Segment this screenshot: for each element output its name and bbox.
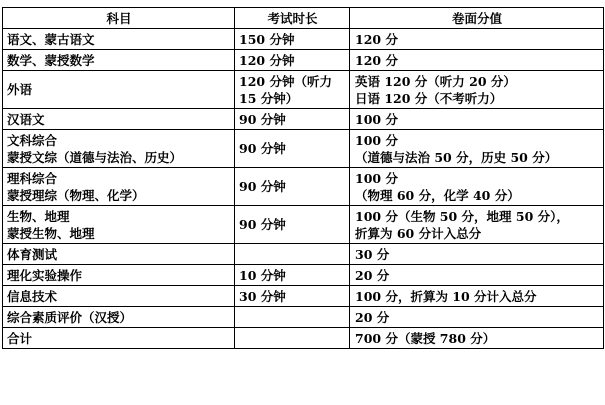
table-row bbox=[3, 265, 604, 286]
table-row bbox=[3, 307, 604, 328]
table-row bbox=[3, 50, 604, 71]
cell-duration: 90 分钟 bbox=[235, 206, 350, 244]
cell-subject: 数学、蒙授数学 bbox=[3, 50, 235, 71]
header-score: 卷面分值 bbox=[350, 8, 604, 29]
table-row bbox=[3, 328, 604, 349]
table-body bbox=[3, 29, 604, 349]
cell-duration: 120 分钟 bbox=[235, 50, 350, 71]
table-row bbox=[3, 286, 604, 307]
cell-duration: 10 分钟 bbox=[235, 265, 350, 286]
cell-score: 100 分 （物理 60 分，化学 40 分） bbox=[350, 168, 604, 206]
cell-subject: 文科综合 蒙授文综（道德与法治、历史） bbox=[3, 130, 235, 168]
cell-score: 100 分 bbox=[350, 109, 604, 130]
table-row bbox=[3, 109, 604, 130]
cell-subject: 体育测试 bbox=[3, 244, 235, 265]
table-row bbox=[3, 168, 604, 206]
cell-score: 700 分（蒙授 780 分） bbox=[350, 328, 604, 349]
cell-duration: 90 分钟 bbox=[235, 130, 350, 168]
table-row bbox=[3, 29, 604, 50]
cell-duration bbox=[235, 244, 350, 265]
cell-subject: 综合素质评价（汉授） bbox=[3, 307, 235, 328]
cell-score: 20 分 bbox=[350, 307, 604, 328]
cell-duration: 90 分钟 bbox=[235, 109, 350, 130]
table-row bbox=[3, 206, 604, 244]
cell-score: 100 分（生物 50 分，地理 50 分）， 折算为 60 分计入总分 bbox=[350, 206, 604, 244]
table-row bbox=[3, 71, 604, 109]
cell-subject: 语文、蒙古语文 bbox=[3, 29, 235, 50]
cell-score: 120 分 bbox=[350, 29, 604, 50]
cell-subject: 信息技术 bbox=[3, 286, 235, 307]
cell-subject: 合计 bbox=[3, 328, 235, 349]
cell-duration bbox=[235, 307, 350, 328]
table-row bbox=[3, 244, 604, 265]
cell-subject: 理科综合 蒙授理综（物理、化学） bbox=[3, 168, 235, 206]
header-subject: 科目 bbox=[3, 8, 235, 29]
cell-score: 英语 120 分（听力 20 分） 日语 120 分（不考听力） bbox=[350, 71, 604, 109]
cell-subject: 理化实验操作 bbox=[3, 265, 235, 286]
cell-duration: 90 分钟 bbox=[235, 168, 350, 206]
cell-score: 100 分，折算为 10 分计入总分 bbox=[350, 286, 604, 307]
cell-score: 120 分 bbox=[350, 50, 604, 71]
cell-duration: 120 分钟（听力 15 分钟） bbox=[235, 71, 350, 109]
cell-duration bbox=[235, 328, 350, 349]
table-row bbox=[3, 130, 604, 168]
cell-score: 100 分 （道德与法治 50 分，历史 50 分） bbox=[350, 130, 604, 168]
table-header-row bbox=[3, 8, 604, 29]
cell-duration: 30 分钟 bbox=[235, 286, 350, 307]
cell-subject: 外语 bbox=[3, 71, 235, 109]
cell-score: 20 分 bbox=[350, 265, 604, 286]
cell-score: 30 分 bbox=[350, 244, 604, 265]
cell-subject: 生物、地理 蒙授生物、地理 bbox=[3, 206, 235, 244]
header-duration: 考试时长 bbox=[235, 8, 350, 29]
cell-duration: 150 分钟 bbox=[235, 29, 350, 50]
cell-subject: 汉语文 bbox=[3, 109, 235, 130]
exam-schedule-table bbox=[2, 7, 604, 349]
